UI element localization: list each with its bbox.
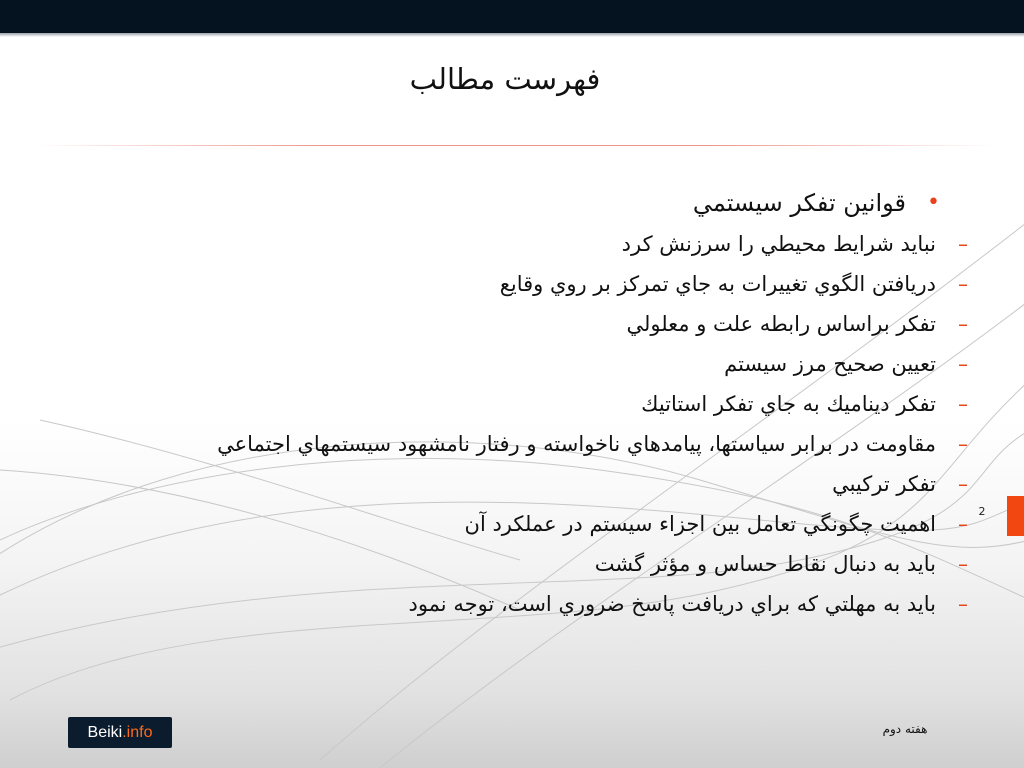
list-item	[146, 428, 968, 461]
dash-icon: –	[958, 232, 968, 256]
dash-icon: –	[958, 432, 968, 456]
list-item	[146, 588, 968, 621]
dash-icon: –	[958, 512, 968, 536]
dash-icon: –	[958, 272, 968, 296]
list-item-text: نبايد شرايط محيطي را سرزنش کرد	[621, 232, 936, 256]
dash-icon: –	[958, 592, 968, 616]
list-item-text: مقاومت در برابر سياستها، پيامدهاي ناخواسته و رفتار نامشهود سيستمهاي اجتماعي	[217, 432, 936, 456]
dash-icon: –	[958, 552, 968, 576]
list-item	[146, 228, 968, 261]
dash-icon: –	[958, 312, 968, 336]
list-item	[146, 268, 968, 301]
page-number: 2	[978, 505, 986, 518]
dash-icon: –	[958, 352, 968, 376]
title-divider	[35, 145, 995, 146]
list-item-text: تفکر براساس رابطه علت و معلولي	[626, 312, 936, 336]
dash-icon: –	[958, 472, 968, 496]
list-item-text: تفکر ديناميك به جاي تفکر استاتيك	[641, 392, 936, 416]
list-item	[146, 388, 968, 421]
bullet-heading	[146, 186, 940, 220]
logo-text-suffix: .info	[122, 724, 153, 741]
list-item-text: تعيين صحيح مرز سيستم	[724, 352, 936, 376]
dash-icon: –	[958, 392, 968, 416]
list-item-text: بايد به مهلتي که براي دريافت پاسخ ضروري است، توجه نمود	[408, 592, 936, 616]
list-item	[146, 348, 968, 381]
bullet-dot-icon: •	[927, 190, 940, 215]
list-item	[146, 548, 968, 581]
list-item-text: تفکر ترکيبي	[832, 472, 936, 496]
content-list	[146, 186, 968, 628]
slide-title: فهرست مطالب	[409, 62, 601, 96]
logo-text-main: Beiki	[87, 724, 123, 741]
bullet-heading-text: قوانين تفکر سيستمي	[692, 189, 906, 217]
list-item-text: بايد به دنبال نقاط حساس و مؤثر گشت	[594, 552, 936, 576]
list-item	[146, 508, 968, 541]
footer-label: هفته دوم	[882, 722, 928, 736]
list-item	[146, 468, 968, 501]
list-item-text: اهميت چگونگي تعامل بين اجزاء سيستم در عملکرد آن	[464, 512, 936, 536]
site-logo	[68, 717, 172, 748]
sub-list	[146, 228, 968, 621]
list-item-text: دريافتن الگوي تغييرات به جاي تمرکز بر روي وقايع	[499, 272, 936, 296]
accent-tab	[1007, 496, 1024, 536]
list-item	[146, 308, 968, 341]
